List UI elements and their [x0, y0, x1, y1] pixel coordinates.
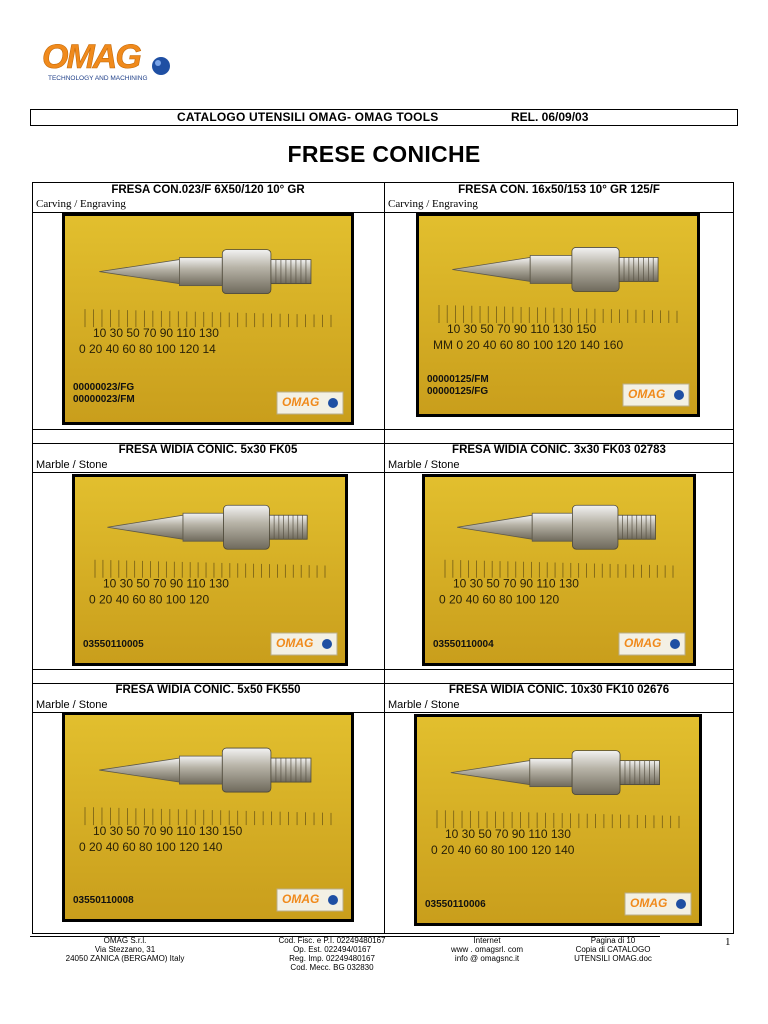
photo-graphic [75, 477, 345, 663]
ruler-bottom-scale: 0 20 40 60 80 100 120 [89, 592, 210, 607]
footer-line: Via Stezzano, 31 [94, 945, 156, 954]
product-code: 00000125/FG [427, 386, 489, 397]
ruler-bottom-scale: 0 20 40 60 80 100 120 [439, 592, 560, 607]
grid-divider [33, 429, 733, 430]
logo-word: OMAG [42, 38, 140, 76]
footer-line: Op. Est. 022494/0167 [293, 945, 371, 954]
tool-shank [179, 756, 222, 784]
footer-company [60, 936, 190, 963]
product-category: Carving / Engraving [388, 198, 478, 210]
tool-shank [530, 759, 572, 787]
omag-logo [40, 38, 180, 82]
product-code: 00000125/FM [427, 374, 489, 385]
photo-graphic [417, 717, 699, 923]
product-code: 03550110008 [73, 895, 134, 906]
product-category: Carving / Engraving [36, 198, 126, 210]
logo-tagline: TECHNOLOGY AND MACHINING [48, 75, 148, 82]
footer-line: Cod. Mecc. BG 032830 [290, 963, 374, 972]
product-title: FRESA CON. 16x50/153 10° GR 125/F [458, 184, 660, 196]
product-category: Marble / Stone [388, 459, 460, 471]
mini-logo-word: OMAG [628, 387, 666, 401]
grid-divider [33, 472, 733, 473]
tool-collar [572, 505, 618, 549]
footer-fiscal [262, 936, 402, 972]
footer-line: OMAG S.r.l. [103, 936, 147, 945]
photo-graphic [65, 715, 351, 919]
ruler-bottom-scale: 0 20 40 60 80 100 120 14 [79, 342, 216, 357]
catalog-title: CATALOGO UTENSILI OMAG- OMAG TOOLS [177, 110, 439, 124]
ruler-bottom-scale: 0 20 40 60 80 100 120 140 [431, 843, 575, 858]
mini-logo-word: OMAG [282, 892, 320, 906]
footer-line: 24050 ZANICA (BERGAMO) Italy [65, 954, 185, 963]
photo-graphic [65, 216, 351, 422]
footer-line: info @ omagsnc.it [454, 954, 520, 963]
product-photo [72, 474, 348, 666]
footer-document [548, 936, 678, 963]
release-date: REL. 06/09/03 [511, 110, 589, 124]
photo-graphic [425, 477, 693, 663]
product-photo [416, 213, 700, 417]
ruler-top-scale: 10 30 50 70 90 110 130 [453, 576, 579, 591]
product-code: 00000023/FG [73, 382, 135, 393]
tool-shank [532, 513, 572, 541]
catalog-header [30, 109, 738, 126]
omag-logo-graphic [40, 38, 180, 82]
mini-logo-word: OMAG [630, 896, 668, 910]
product-code: 03550110005 [83, 639, 144, 650]
ruler-top-scale: 10 30 50 70 90 110 130 [93, 326, 219, 341]
product-title: FRESA WIDIA CONIC. 10x30 FK10 02676 [448, 684, 670, 696]
product-category: Marble / Stone [36, 459, 108, 471]
product-category: Marble / Stone [388, 699, 460, 711]
footer-line: Internet [473, 936, 501, 945]
footer-internet [432, 936, 542, 963]
ruler-top-scale: 10 30 50 70 90 110 130 150 [447, 321, 597, 336]
product-code: 03550110006 [425, 899, 486, 910]
ruler-top-scale: 10 30 50 70 90 110 130 150 [93, 824, 243, 839]
product-photo [62, 712, 354, 922]
footer-line: UTENSILI OMAG.doc [574, 954, 652, 963]
tool-collar [572, 247, 619, 291]
product-photo [422, 474, 696, 666]
footer-line: Pagina di 10 [590, 936, 636, 945]
product-category: Marble / Stone [36, 699, 108, 711]
product-title: FRESA CON.023/F 6X50/120 10° GR [111, 184, 305, 196]
tool-shank [183, 513, 224, 541]
ruler-bottom-scale: 0 20 40 60 80 100 120 140 [79, 840, 223, 855]
ruler-bottom-scale: MM 0 20 40 60 80 100 120 140 160 [433, 337, 624, 352]
tool-collar [222, 250, 271, 294]
mini-logo-word: OMAG [282, 395, 320, 409]
photo-graphic [419, 216, 697, 414]
grid-divider [33, 669, 733, 670]
product-photo [62, 213, 354, 425]
page-number: 1 [725, 936, 731, 948]
mini-logo-word: OMAG [276, 636, 314, 650]
footer-line: Cod. Fisc. e P.I. 02249480167 [278, 936, 386, 945]
mini-logo-word: OMAG [624, 636, 662, 650]
product-code: 03550110004 [433, 639, 494, 650]
product-code: 00000023/FM [73, 394, 135, 405]
tool-collar [224, 505, 270, 549]
footer-line: Copia di CATALOGO [575, 945, 651, 954]
product-title: FRESA WIDIA CONIC. 5x30 FK05 [118, 444, 298, 456]
product-title: FRESA WIDIA CONIC. 5x50 FK550 [115, 684, 301, 696]
product-title: FRESA WIDIA CONIC. 3x30 FK03 02783 [452, 444, 666, 456]
tool-shank [530, 255, 572, 283]
tool-collar [222, 748, 271, 792]
ruler-top-scale: 10 30 50 70 90 110 130 [445, 827, 571, 842]
tool-collar [572, 751, 620, 795]
ruler-top-scale: 10 30 50 70 90 110 130 [103, 576, 229, 591]
product-photo [414, 714, 702, 926]
footer-line: www . omagsrl. com [450, 945, 523, 954]
grid-divider [384, 183, 385, 933]
page-title: FRESE CONICHE [287, 141, 481, 167]
footer-line: Reg. Imp. 02249480167 [289, 954, 375, 963]
tool-shank [179, 258, 222, 286]
